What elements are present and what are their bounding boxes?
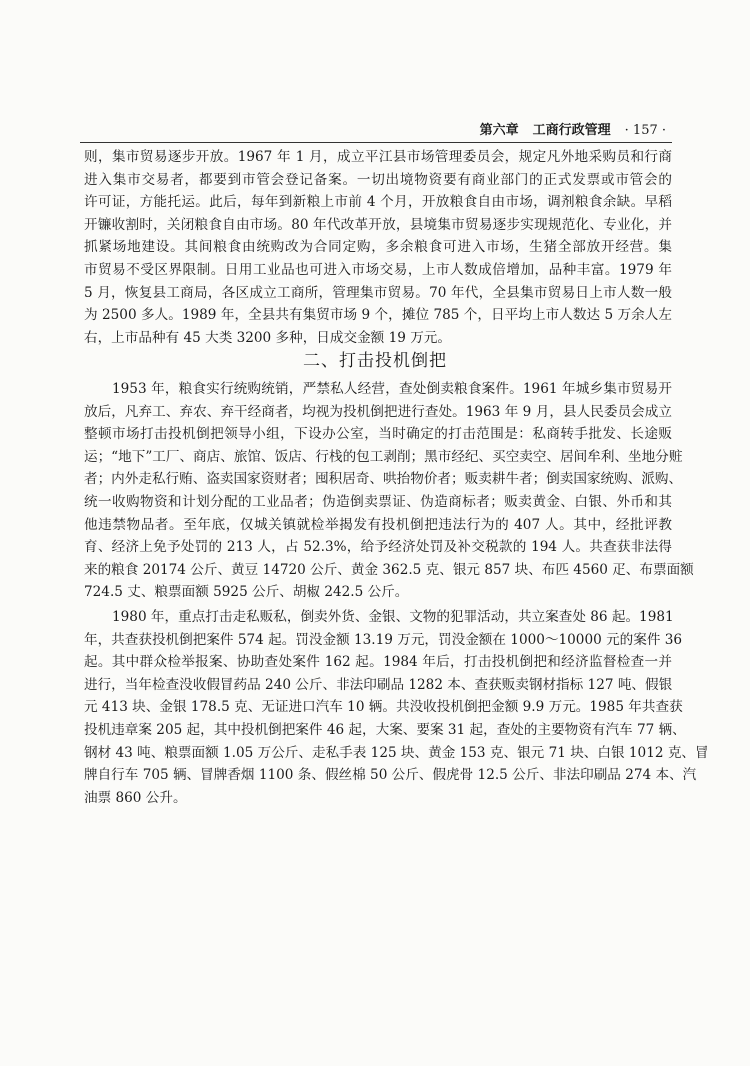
text-line: 者；内外走私行贿、盗卖国家资财者；囤积居奇、哄抬物价者；贩卖耕牛者；倒卖国家统购、派购、	[84, 471, 683, 488]
text-line: 1980 年，重点打击走私贩私，倒卖外货、金银、文物的犯罪活动，共立案查处 86 起。1981	[112, 609, 674, 625]
text-line: 育、经济上免予处罚的 213 人，占 52.3%，给予经济处罚及补交税款的 194 人。共查获非法得	[84, 539, 672, 556]
paragraph-1	[84, 146, 672, 349]
text-line: 1953 年，粮食实行统购统销，严禁私人经营，查处倒卖粮食案件。1961 年城乡集市贸易开	[112, 381, 672, 397]
text-line: 市贸易不受区界限制。日用工业品也可进入市场交易，上市人数成倍增加，品种丰富。1979 年	[84, 261, 672, 278]
page-number: · 157 ·	[624, 123, 666, 138]
text-line: 进入集市交易者，都要到市管会登记备案。一切出境物资要有商业部门的正式发票或市管会的	[84, 171, 672, 188]
paragraph-3	[84, 606, 709, 809]
text-line: 年，共查获投机倒把案件 574 起。罚没金额 13.19 万元，罚没金额在 1000～10000 元的案件 36	[84, 631, 683, 648]
text-line: 他违禁物品者。至年底，仅城关镇就检举揭发有投机倒把违法行为的 407 人。其中，经批评教	[84, 516, 672, 533]
text-line: 投机违章案 205 起，其中投机倒把案件 46 起，大案、要案 31 起，查处的主要物资有汽车 77 辆、	[84, 721, 686, 738]
text-line: 开镰收割时，关闭粮食自由市场。80 年代改革开放，县境集市贸易逐步实现规范化、专业化，并	[84, 216, 672, 233]
text-line: 钢材 43 吨、粮票面额 1.05 万公斤、走私手表 125 块、黄金 153 克、银元 71 块、白银 1012 克、冒	[84, 744, 709, 761]
text-line: 许可证，方能托运。此后，每年到新粮上市前 4 个月，开放粮食自由市场，调剂粮食余缺。早稻	[84, 194, 672, 211]
text-line: 为 2500 多人。1989 年，全县共有集贸市场 9 个，摊位 785 个，日平均上市人数达 5 万余人左	[84, 307, 672, 324]
text-line: 运；“地下”工厂、商店、旅馆、饭店、行栈的包工剥削；黑市经纪、买空卖空、居间牟利、坐地分赃	[84, 448, 683, 465]
text-line: 放后，凡弃工、弃农、弃干经商者，均视为投机倒把进行查处。1963 年 9 月，县人民委员会成立	[84, 403, 672, 420]
text-line: 724.5 丈、粮票面额 5925 公斤、胡椒 242.5 公斤。	[84, 584, 409, 601]
paragraph-2	[84, 378, 694, 604]
text-line: 右，上市品种有 45 大类 3200 多种，日成交金额 19 万元。	[84, 329, 451, 346]
text-line: 抓紧场地建设。其间粮食由统购改为合同定购，多余粮食可进入市场，生猪全部放开经营。集	[84, 239, 672, 256]
text-line: 元 413 块、金银 178.5 克、无证进口汽车 10 辆。共没收投机倒把金额 9.9 万元。1985 年共查获	[84, 699, 683, 716]
text-line: 来的粮食 20174 公斤、黄豆 14720 公斤、黄金 362.5 克、银元 857 块、布匹 4560 疋、布票面额	[84, 561, 694, 578]
chapter-title: 工商行政管理	[532, 123, 611, 138]
section-heading: 二、打击投机倒把	[303, 351, 447, 371]
text-line: 牌自行车 705 辆、冒牌香烟 1100 条、假丝棉 50 公斤、假虎骨 12.5 公斤、非法印刷品 274 本、汽	[84, 767, 697, 784]
text-line: 进行，当年检查没收假冒药品 240 公斤、非法印刷品 1282 本、查获贩卖钢材指标 127 吨、假银	[84, 676, 673, 693]
text-line: 油票 860 公升。	[84, 789, 187, 806]
text-line: 统一收购物资和计划分配的工业品者；伪造倒卖票证、伪造商标者；贩卖黄金、白银、外币和其	[84, 493, 672, 510]
running-header	[466, 119, 666, 138]
chapter-number: 第六章	[479, 123, 519, 138]
text-line: 5 月，恢复县工商局，各区成立工商所，管理集市贸易。70 年代，全县集市贸易日上市人数一般	[84, 284, 672, 301]
text-line: 整顿市场打击投机倒把领导小组，下设办公室，当时确定的打击范围是：私商转手批发、长途贩	[84, 426, 672, 443]
header-rule	[80, 142, 672, 143]
text-line: 起。其中群众检举报案、协助查处案件 162 起。1984 年后，打击投机倒把和经济监督检查一并	[84, 654, 672, 671]
text-line: 则，集市贸易逐步开放。1967 年 1 月，成立平江县市场管理委员会，规定凡外地采购员和行商	[84, 149, 672, 165]
